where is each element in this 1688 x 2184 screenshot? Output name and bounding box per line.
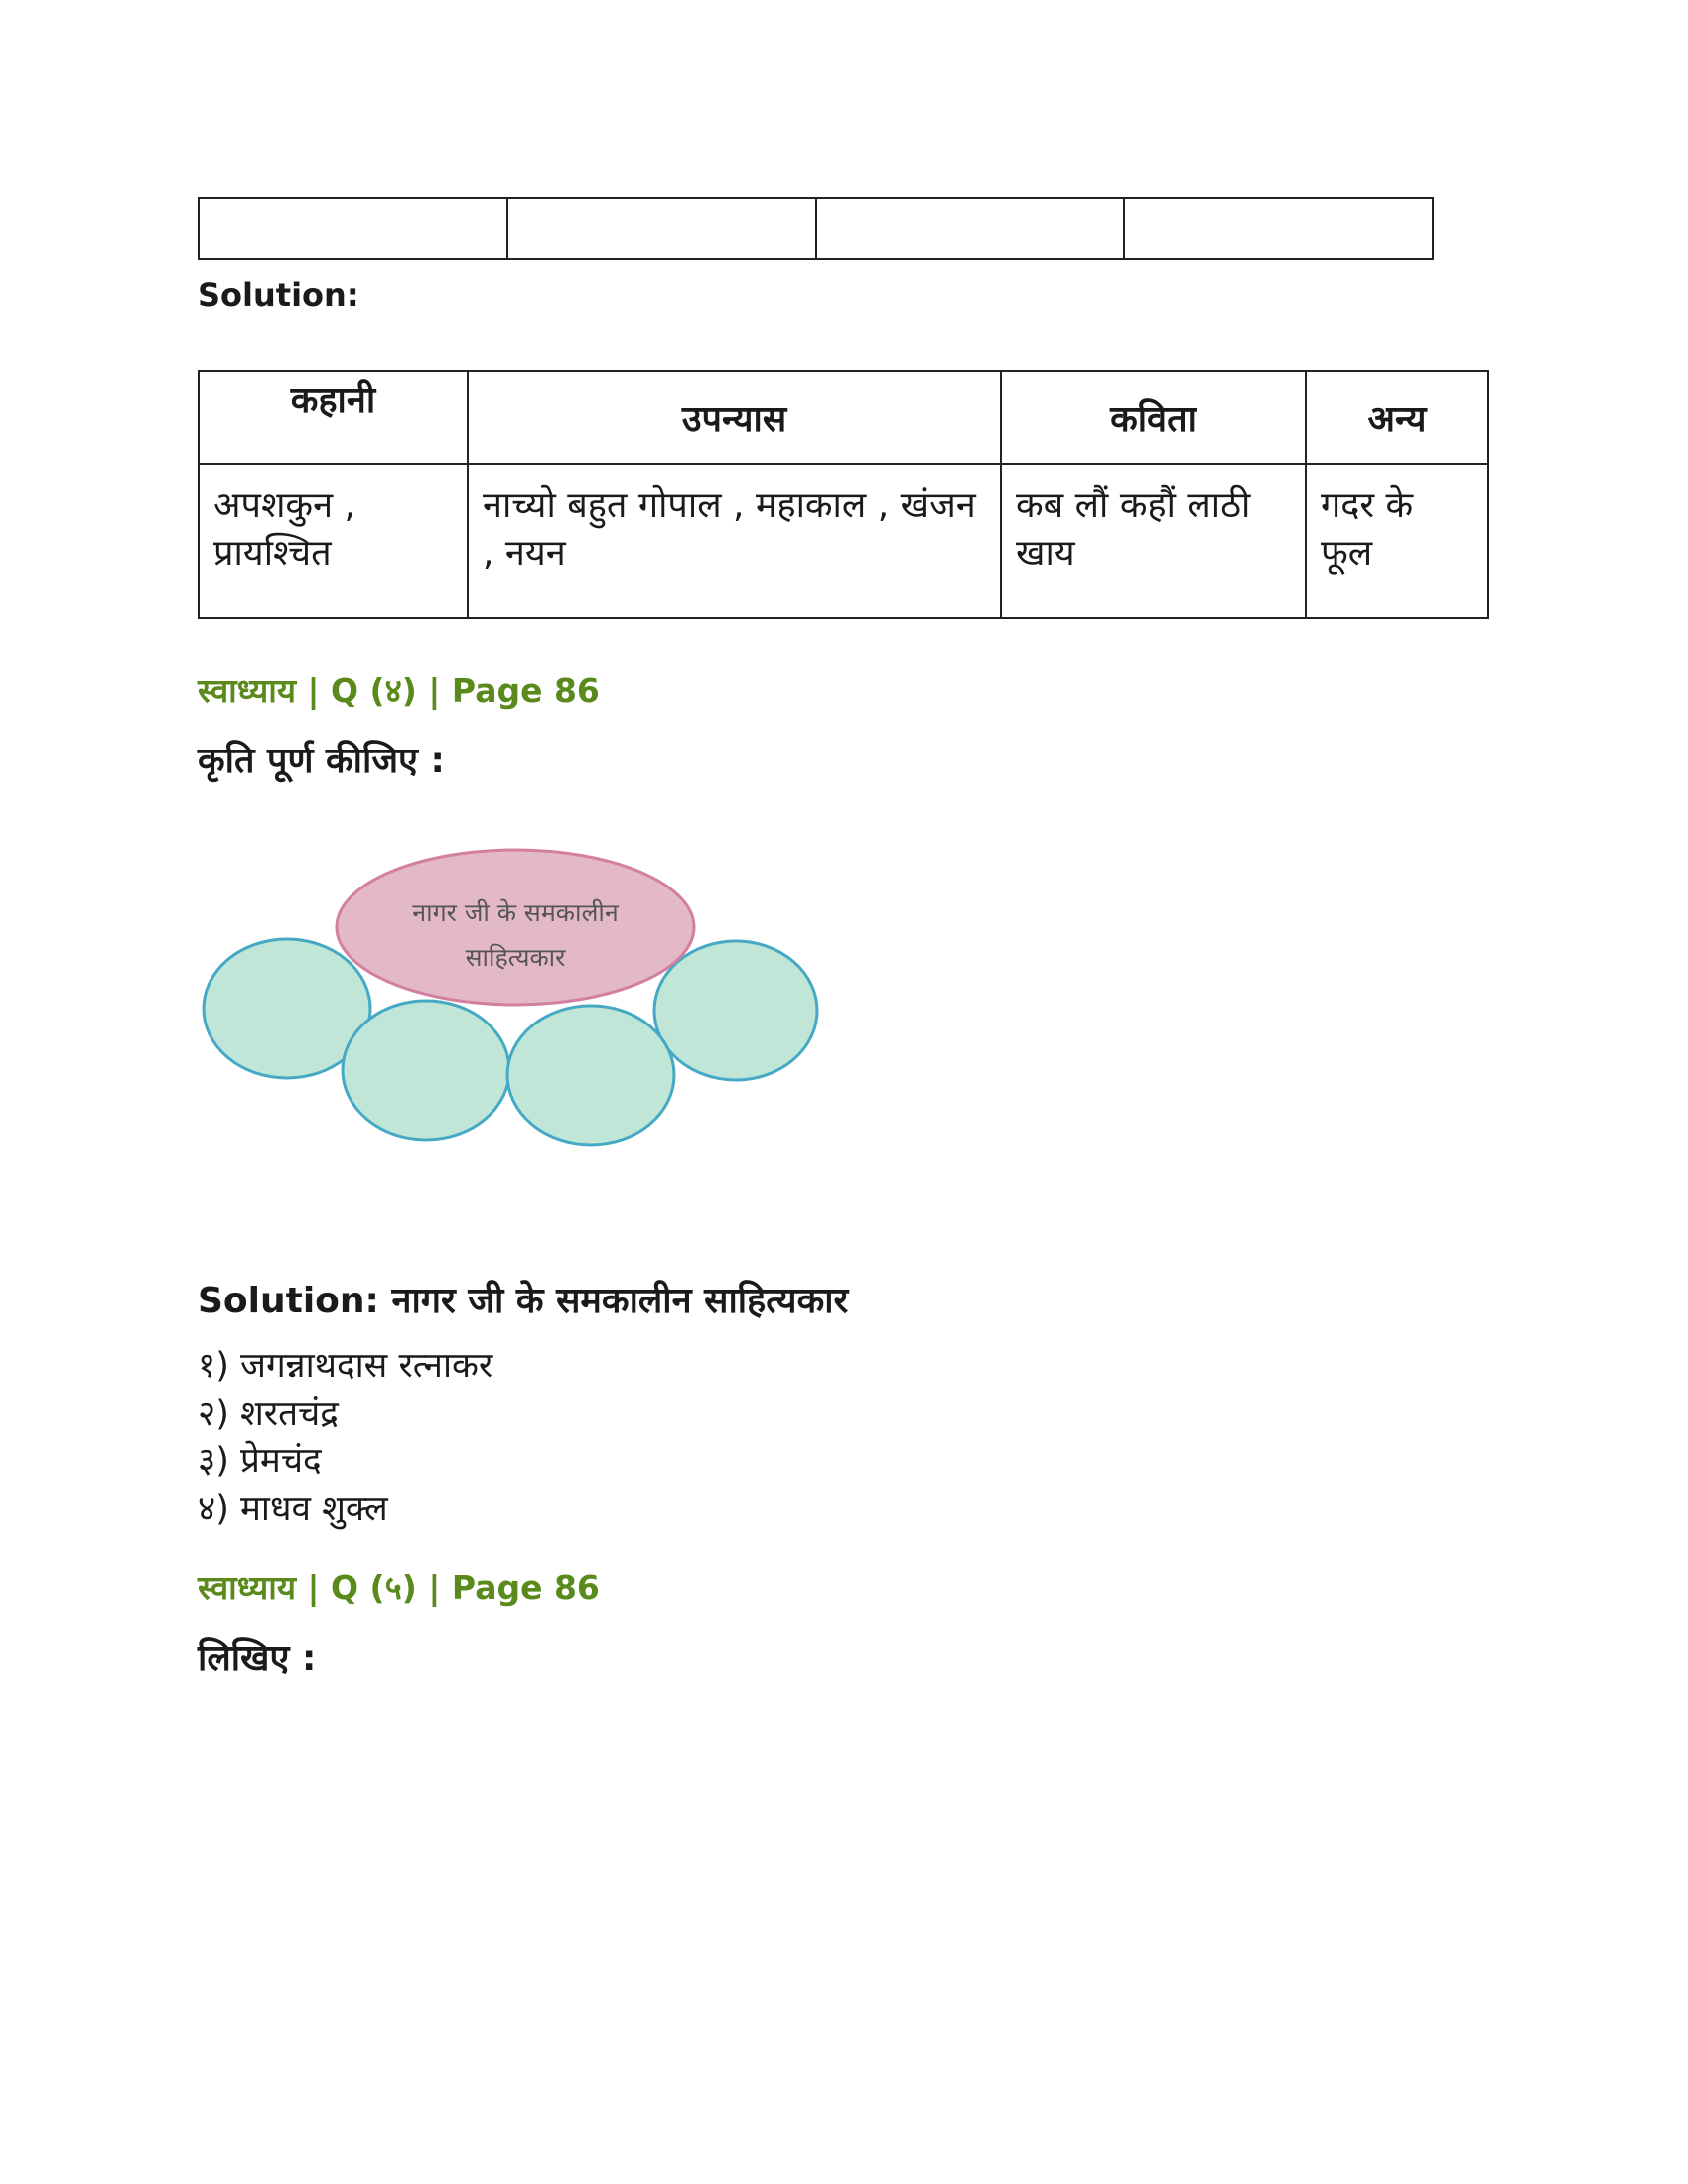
solution-label: Solution: xyxy=(198,276,359,314)
solution-table xyxy=(198,370,1489,619)
table-cell: गदर के फूल xyxy=(1306,464,1488,618)
task-instruction-q5: लिखिए : xyxy=(198,1638,317,1679)
empty-cell xyxy=(816,198,1125,259)
list-item: १) जगन्नाथदास रत्नाकर xyxy=(198,1346,493,1386)
solution2-label: Solution: xyxy=(198,1281,379,1321)
empty-cell xyxy=(1124,198,1433,259)
table-header: उपन्यास xyxy=(468,371,1001,464)
bubble-middle-right xyxy=(507,1006,674,1145)
list-item: ३) प्रेमचंद xyxy=(198,1441,322,1481)
empty-cell xyxy=(199,198,507,259)
table-cell: कब लौं कहौं लाठी खाय xyxy=(1001,464,1306,618)
task-instruction-q4: कृति पूर्ण कीजिए : xyxy=(198,741,445,781)
bubble-diagram xyxy=(198,842,833,1169)
bubble-right xyxy=(654,941,817,1080)
section-heading-q4: स्वाध्याय | Q (४) | Page 86 xyxy=(198,671,600,710)
center-label-line1: नागर जी के समकालीन xyxy=(412,898,619,927)
section-heading-q5: स्वाध्याय | Q (५) | Page 86 xyxy=(198,1569,600,1607)
bubble-middle-left xyxy=(343,1001,509,1140)
table-header: कहानी xyxy=(199,371,468,464)
answer-list xyxy=(198,1342,492,1533)
list-item: ४) माधव शुक्ल xyxy=(198,1489,388,1529)
list-item: २) शरतचंद्र xyxy=(198,1394,339,1433)
solution2-title: नागर जी के समकालीन साहित्यकार xyxy=(391,1281,849,1321)
center-label-line2: साहित्यकार xyxy=(465,943,566,972)
center-bubble xyxy=(337,850,694,1005)
empty-answer-table xyxy=(198,197,1434,260)
table-cell: नाच्यो बहुत गोपाल , महाकाल , खंजन , नयन xyxy=(468,464,1001,618)
table-cell: अपशकुन , प्रायश्चित xyxy=(199,464,468,618)
solution2-line xyxy=(198,1275,848,1323)
table-header: अन्य xyxy=(1306,371,1488,464)
table-header: कविता xyxy=(1001,371,1306,464)
empty-cell xyxy=(507,198,816,259)
